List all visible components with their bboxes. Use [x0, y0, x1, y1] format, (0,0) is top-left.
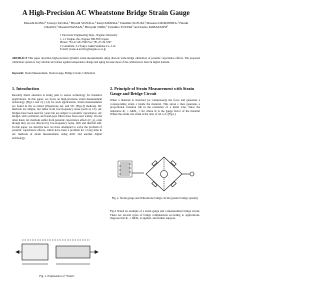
- strain-gauge-grid: [120, 163, 130, 175]
- right-column: [110, 86, 200, 117]
- section-2-text-continued: Fig.2 Stated an example of a strain gauge and a measurement bridge circuit. There are several types of bridge combinations according to applications. Suppose that R₁ = ΔR/R₀ is applied, and further suppose: [110, 209, 200, 221]
- resistor-r4: [171, 182, 176, 187]
- affiliation-line: 1-1-1 Tsujido-cho, Nagano 380-8553 Japan: [60, 37, 109, 41]
- abstract-heading: ABSTRACT: [12, 57, 28, 60]
- resistor-r2: [171, 161, 176, 166]
- affiliation-line: 2 Consultant, 3-2 Tokyo Gakki Souhoku Co., Ltd.: [60, 44, 116, 48]
- right-column-lower: [110, 210, 200, 221]
- figure-2-caption: Fig. 2. Strain gauge and Wheatstone bridge circuit (quarter bridge system).: [111, 196, 199, 200]
- arrowhead-left: [16, 251, 19, 254]
- figure-1-caption: Fig. 1. Explanation of "Strain": [39, 274, 75, 278]
- abstract: [12, 57, 200, 64]
- resistor-r1: [152, 161, 157, 166]
- ac-source: [190, 172, 194, 176]
- keywords-text: Strain Measurement, Strain Gauge, Bridge Circuit, Calibration: [24, 72, 95, 75]
- section-2-text: When a material is stretched (or compressed), the force and generates a corresponding strain ε inside the material. This stress ε then generates a proportional variation ΔR in the resistance of a metal wire. Since the resistance R₀ = ΔR/R₀ = Kε where K is the gauge factor of the material Where the strain, the strain is the ratio of ΔL to L (Fig.1).: [110, 98, 200, 117]
- voltmeter: [161, 171, 168, 178]
- author-list: Masashi KONO,¹ Tetsuya TAURA,¹ Hiroshi SUZUKA,¹ Kenji KIMURA,¹ Takahide SUZUKI,¹ Masanori MORISHITA,¹ Haruki OKANO,¹ Masami HASSAN,² Hiroyuki TORII,² Tatsuhiro SUZUKI² and Kazuo KOBAYASHI²: [23, 21, 189, 29]
- abstract-text: This paper describes high-precision dynamic strain measurements using discrete wide-bridge calibration of parasitic capacitance effects. The proposed calibration system is very reliable and robust against temperature change and aging because most of the calibration is done in digital domain.: [12, 57, 200, 64]
- section-2-title: 2. Principle of Strain Measurement with Strain Gauge and Bridge Circuit: [110, 86, 195, 96]
- affiliations: [60, 34, 200, 52]
- figure-1-strain-illustration: [12, 232, 102, 272]
- section-1-title: 1. Introduction: [12, 86, 39, 91]
- section-1-text: Recently much attention is being paid to sensor technology for intensive applications. In this paper, we focus on high-precision strain measurement technology [Figs.1 and 2]. [1,2] for such applications. Strain measurements are found in the so-called Wheatstone AC and DC [Figs.3] methods. DC methods are simple, but suffer from low-frequency noise (such as 1/f). AC bridges have been used for years but are subject to parasitic capacitance. AC bridges with oscillators and band-pass filters have been used widely. On the other hand, AC methods suffer from parasitic capacitance effects (C_p), even though they are not affected by low-frequency noise, drift and thermal emf. In this paper, we describe how we have attempted to solve the problem of parasitic capacitance effects, which have been a problem for a long time in AC methods of strain measurement, using ADC and another digital technology.: [12, 93, 102, 140]
- figure-2-bridge-circuit: [116, 153, 196, 195]
- resistor-r3: [152, 182, 157, 187]
- keywords: [12, 72, 200, 76]
- bar-before: [22, 244, 48, 260]
- affiliation-line: Phone: +81-27-29-2766 Fax: +81-27-29-5767: [60, 41, 112, 45]
- keywords-heading: Keywords:: [12, 72, 25, 75]
- affiliation-line: E-mail: {kono.k,torii.h}@nagano-u.ac.jp: [60, 48, 106, 52]
- left-column: [12, 86, 102, 140]
- paper-title: A High-Precision AC Wheatstone Bridge Strain Gauge: [22, 9, 190, 17]
- arrowhead-right: [95, 251, 98, 254]
- bar-after: [56, 246, 90, 258]
- affiliation-line: 1 Electronic Engineering Dept., Nagano University: [60, 34, 118, 37]
